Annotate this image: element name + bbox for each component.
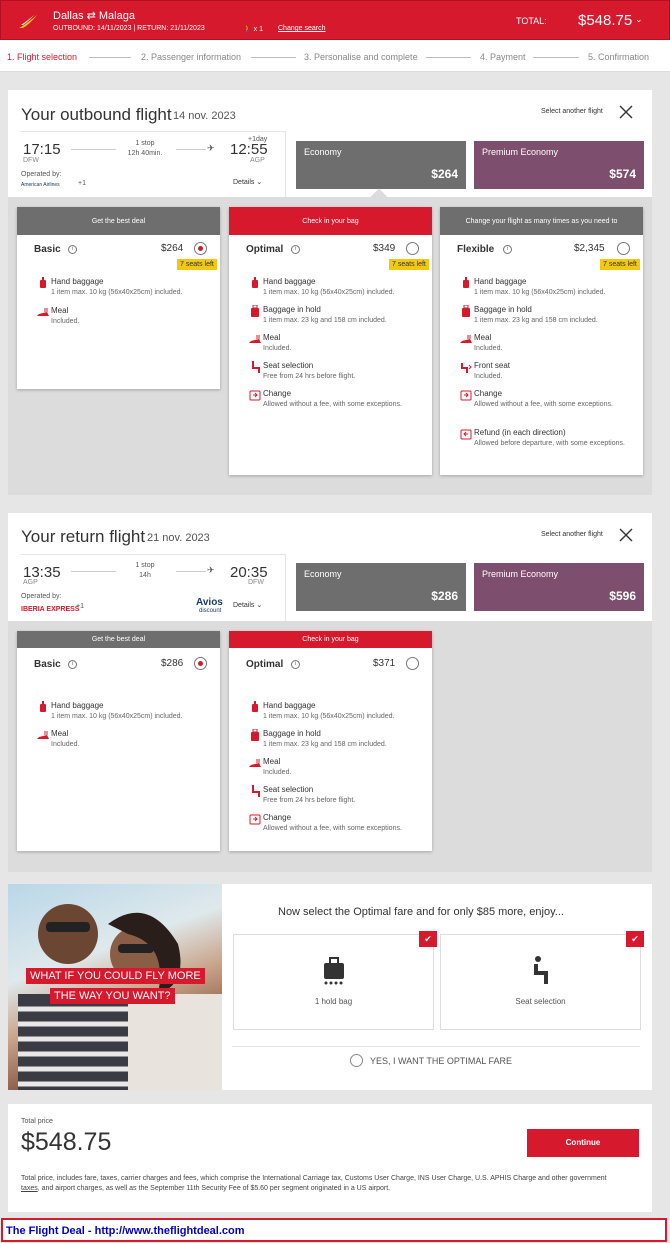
step-payment: 4. Payment xyxy=(480,52,526,62)
fare-price: $286 xyxy=(161,658,184,669)
hand-baggage-icon xyxy=(249,701,261,713)
promo-title: Now select the Optimal fare and for only $85 more, enjoy... xyxy=(278,906,564,918)
benefit-label: Seat selection xyxy=(515,997,566,1006)
meal-icon xyxy=(249,333,261,345)
fare-name: Optimal xyxy=(246,659,284,670)
benefit-hold-bag xyxy=(233,934,434,1030)
plus-day: +1day xyxy=(248,136,268,143)
fare-price: $264 xyxy=(161,243,184,254)
plane-icon: ✈ xyxy=(207,143,215,153)
american-airlines-logo: American Airlines xyxy=(21,182,60,188)
cabin-economy[interactable] xyxy=(296,563,466,611)
continue-button[interactable]: Continue xyxy=(527,1129,639,1157)
checkmark-icon: ✔ xyxy=(419,931,437,947)
flight-duration: 14h xyxy=(139,572,151,579)
info-icon[interactable]: i xyxy=(291,660,300,669)
extra-carriers-count: +1 xyxy=(78,180,86,187)
stops-count: 1 stop xyxy=(135,562,155,569)
fare-banner: Get the best deal xyxy=(17,631,220,648)
promo-caption-line2: THE WAY YOU WANT? xyxy=(50,988,175,1004)
seat-selection-icon xyxy=(529,955,553,985)
seats-left-badge: 7 seats left xyxy=(389,259,429,270)
return-flight-panel xyxy=(8,513,652,621)
total-price-value: $548.75 xyxy=(21,1128,112,1156)
operated-by-label: Operated by: xyxy=(21,171,62,178)
route-line xyxy=(176,149,206,150)
fare-radio[interactable] xyxy=(194,657,207,670)
return-fares xyxy=(8,621,652,872)
total-price-section xyxy=(8,1104,652,1212)
progress-steps xyxy=(0,40,670,72)
return-date: 21 nov. 2023 xyxy=(147,532,210,544)
outbound-fares xyxy=(8,197,652,495)
optimal-fare-optin-label[interactable]: YES, I WANT THE OPTIMAL FARE xyxy=(370,1056,513,1066)
fare-banner: Check in your bag xyxy=(229,207,432,235)
select-another-flight-link[interactable]: Select another flight xyxy=(541,531,603,538)
fare-radio[interactable] xyxy=(406,242,419,255)
flight-duration: 12h 40min. xyxy=(127,150,163,157)
cabin-name: Premium Economy xyxy=(482,147,559,157)
fare-card-optimal[interactable]: Check in your bag Optimal i $349 7 seats left Hand baggage 1 item max. 10 kg (56x40x25cm) included. Baggage in hold 1 item max. 23 kg and 158 cm included. Meal Included. Seat selection Free from 24 hrs before flight. Change Allowed without a fee, with some exceptions. xyxy=(229,207,432,475)
avios-logo: Avios xyxy=(196,597,223,608)
hand-baggage-icon xyxy=(37,701,49,713)
fare-name: Optimal xyxy=(246,244,284,255)
info-icon[interactable]: i xyxy=(68,660,77,669)
hold-baggage-icon xyxy=(460,305,472,317)
fare-radio[interactable] xyxy=(194,242,207,255)
step-divider xyxy=(89,57,131,58)
cabin-name: Economy xyxy=(304,569,342,579)
cabin-premium-economy[interactable] xyxy=(474,563,644,611)
outbound-date: 14 nov. 2023 xyxy=(173,110,236,122)
close-icon[interactable] xyxy=(619,528,633,542)
passenger-count: 🚶 x 1 xyxy=(243,26,264,33)
promo-caption-line1: WHAT IF YOU COULD FLY MORE xyxy=(26,968,205,984)
divider xyxy=(285,554,286,621)
plane-icon: ✈ xyxy=(207,565,215,575)
extra-carriers-count: +1 xyxy=(76,603,84,610)
optimal-fare-radio[interactable] xyxy=(350,1054,363,1067)
refund-icon xyxy=(460,428,472,440)
change-icon xyxy=(249,389,261,401)
step-confirmation: 5. Confirmation xyxy=(588,52,650,62)
info-icon[interactable]: i xyxy=(503,245,512,254)
fare-price: $371 xyxy=(373,658,396,669)
details-link[interactable]: Details ⌄ xyxy=(233,179,263,186)
trip-dates: OUTBOUND: 14/11/2023 | RETURN: 21/11/2023 xyxy=(53,25,205,32)
change-icon xyxy=(249,813,261,825)
front-seat-icon xyxy=(460,361,472,373)
footer-text[interactable]: The Flight Deal - http://www.theflightdeal.com xyxy=(6,1225,245,1237)
stops-count: 1 stop xyxy=(135,140,155,147)
close-icon[interactable] xyxy=(619,105,633,119)
hold-baggage-icon xyxy=(249,305,261,317)
fare-card-basic[interactable]: Get the best deal Basic i $286 Hand baggage 1 item max. 10 kg (56x40x25cm) included. Meal Included. xyxy=(17,631,220,851)
step-divider xyxy=(426,57,471,58)
fare-price: $349 xyxy=(373,243,396,254)
details-link[interactable]: Details ⌄ xyxy=(233,602,263,609)
arrive-time: 20:35 xyxy=(230,564,268,581)
divider xyxy=(21,554,285,555)
cabin-price: $596 xyxy=(609,589,636,603)
seat-icon xyxy=(249,785,261,797)
benefit-seat-selection xyxy=(440,934,641,1030)
hold-bag-icon xyxy=(322,955,346,985)
hand-baggage-icon xyxy=(249,277,261,289)
fare-card-optimal[interactable]: Check in your bag Optimal i $371 Hand baggage 1 item max. 10 kg (56x40x25cm) included. Baggage in hold 1 item max. 23 kg and 158 cm included. Meal Included. Seat selection Free from 24 hrs before flight. Change Allowed without a fee, with some exceptions. xyxy=(229,631,432,851)
chevron-down-icon: ⌄ xyxy=(256,179,263,186)
promo-photo xyxy=(8,884,222,1090)
depart-time: 17:15 xyxy=(23,141,61,158)
route-line xyxy=(71,571,116,572)
total-label: TOTAL: xyxy=(516,16,547,26)
change-icon xyxy=(460,389,472,401)
depart-iata: DFW xyxy=(23,157,39,164)
meal-icon xyxy=(37,306,49,318)
fare-radio[interactable] xyxy=(406,657,419,670)
divider xyxy=(21,131,285,132)
meal-icon xyxy=(249,757,261,769)
fare-name: Flexible xyxy=(457,244,495,255)
fare-card-flexible[interactable]: Change your flight as many times as you need to Flexible i $2,345 7 seats left Hand baggage 1 item max. 10 kg (56x40x25cm) included. Baggage in hold 1 item max. 23 kg and 158 cm included. Meal Included. Front seat Included. Change Allowed without a fee, with some exceptions. Refund (in each direction) Allowed before departure, with some exceptions. xyxy=(440,207,643,475)
change-search-link[interactable]: Change search xyxy=(278,25,326,32)
seat-icon xyxy=(249,361,261,373)
fare-name: Basic xyxy=(34,659,61,670)
cabin-price: $286 xyxy=(431,589,458,603)
flight-deal-footer xyxy=(1,1218,667,1242)
hand-baggage-icon xyxy=(460,277,472,289)
arrive-iata: DFW xyxy=(248,579,264,586)
chevron-down-icon: ⌄ xyxy=(256,602,263,609)
depart-iata: AGP xyxy=(23,579,38,586)
outbound-flight-panel xyxy=(8,90,652,197)
step-flight-selection: 1. Flight selection xyxy=(7,52,78,62)
outbound-title: Your outbound flight xyxy=(21,105,172,124)
couple-illustration xyxy=(8,884,222,1090)
info-icon[interactable]: i xyxy=(291,245,300,254)
fare-radio[interactable] xyxy=(617,242,630,255)
cabin-name: Economy xyxy=(304,147,342,157)
benefit-label: 1 hold bag xyxy=(314,997,353,1006)
cabin-price: $574 xyxy=(609,167,636,181)
step-divider xyxy=(251,57,296,58)
arrive-iata: AGP xyxy=(250,157,265,164)
fare-banner: Check in your bag xyxy=(229,631,432,648)
taxes-link[interactable]: taxes xyxy=(21,1185,38,1192)
fare-price: $2,345 xyxy=(574,243,605,254)
chevron-down-icon[interactable]: ⌄ xyxy=(635,14,643,24)
avios-discount-label: discount xyxy=(199,608,222,614)
meal-icon xyxy=(460,333,472,345)
cabin-name: Premium Economy xyxy=(482,569,559,579)
route-title: Dallas ⇄ Malaga xyxy=(53,10,135,22)
cabin-premium-economy[interactable] xyxy=(474,141,644,189)
step-divider xyxy=(533,57,579,58)
total-value[interactable]: $548.75 xyxy=(578,12,633,29)
price-disclaimer: Total price, includes fare, taxes, carrier charges and fees, which comprise the International Carriage tax, Customs User Charge, INS User Charge, U.S. APHIS Charge and other government taxes, and airport charges, as well as the September 11th Security Fee of $5.60 per segment originated in a US airport. xyxy=(21,1175,607,1192)
iberia-logo-icon xyxy=(17,11,39,31)
hold-baggage-icon xyxy=(249,729,261,741)
fare-name: Basic xyxy=(34,244,61,255)
route-line xyxy=(176,571,206,572)
total-price-label: Total price xyxy=(21,1118,53,1125)
step-passenger-information: 2. Passenger information xyxy=(141,52,242,62)
divider xyxy=(232,1046,640,1047)
operated-by-label: Operated by: xyxy=(21,593,62,600)
seats-left-badge: 7 seats left xyxy=(600,259,640,270)
info-icon[interactable]: i xyxy=(68,245,77,254)
depart-time: 13:35 xyxy=(23,564,61,581)
divider xyxy=(285,131,286,197)
meal-icon xyxy=(37,729,49,741)
optimal-upsell-promo xyxy=(8,884,652,1090)
iberia-express-logo: IBERIA EXPRESS xyxy=(21,606,80,613)
arrive-time: 12:55 xyxy=(230,141,268,158)
cabin-price: $264 xyxy=(431,167,458,181)
route-line xyxy=(71,149,116,150)
return-title: Your return flight xyxy=(21,527,146,546)
fare-card-basic[interactable]: Get the best deal Basic i $264 7 seats left Hand baggage 1 item max. 10 kg (56x40x25cm) included. Meal Included. xyxy=(17,207,220,389)
seats-left-badge: 7 seats left xyxy=(177,259,217,270)
cabin-economy[interactable] xyxy=(296,141,466,189)
top-header xyxy=(0,0,670,40)
passenger-icon: 🚶 xyxy=(243,26,252,33)
select-another-flight-link[interactable]: Select another flight xyxy=(541,108,603,115)
step-personalise: 3. Personalise and complete xyxy=(304,52,418,62)
checkmark-icon: ✔ xyxy=(626,931,644,947)
fare-banner: Get the best deal xyxy=(17,207,220,235)
fare-banner: Change your flight as many times as you need to xyxy=(440,207,643,235)
hand-baggage-icon xyxy=(37,277,49,289)
